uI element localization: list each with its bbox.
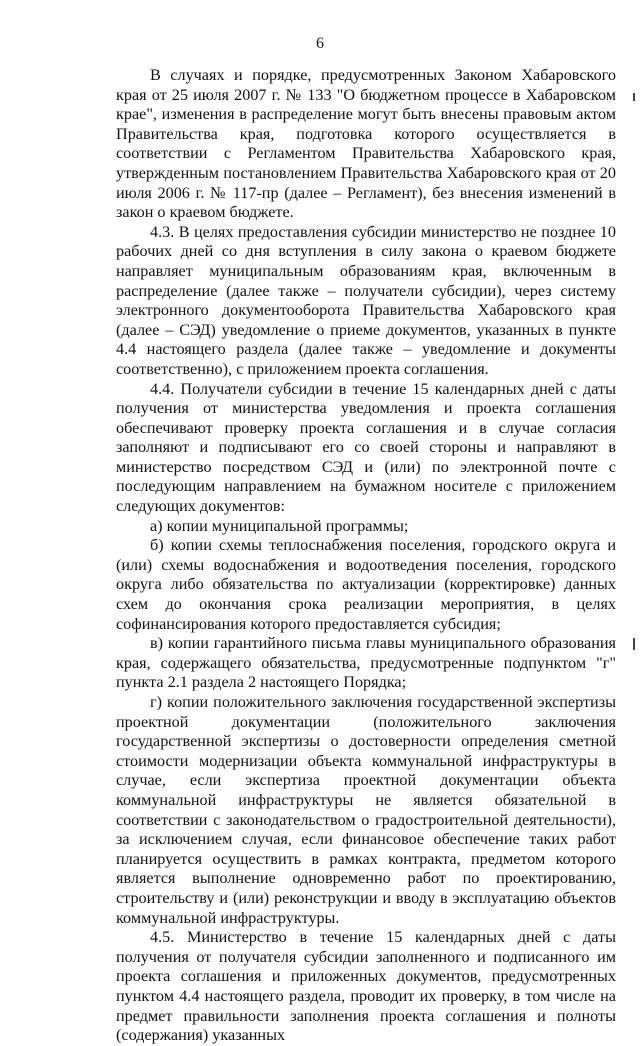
page-number: 6	[316, 35, 324, 52]
paragraph-4-3: 4.3. В целях предоставления субсидии министерство не позднее 10 рабочих дней со дня вступления в силу закона о краевом бюджете направляет муниципальным образованиям края, включенным в распределение (далее также – получатели субсидии), через систему электронного документооборота Правительства Хабаровского края (далее – СЭД) уведомление о приеме документов, указанных в пункте 4.4 настоящего раздела (далее также – уведомление и документы соответственно), с приложением проекта соглашения.	[116, 222, 616, 378]
list-item-v: в) копии гарантийного письма главы муниципального образования края, содержащего обязательства, предусмотренные подпунктом "г" пункта 2.1 раздела 2 настоящего Порядка;	[116, 634, 616, 692]
scan-mark	[633, 93, 635, 101]
scan-mark	[633, 638, 635, 650]
paragraph-4-5: 4.5. Министерство в течение 15 календарных дней с даты получения от получателя субсидии заполненного и подписанного им проекта соглашения и приложенных документов, предусмотренных пунктом 4.4 настоящего раздела, проводит их проверку, в том числе на предмет правильности заполнения проекта соглашения и полноты (содержания) указанных	[116, 928, 616, 1045]
document-body	[116, 66, 616, 1046]
paragraph-4-4: 4.4. Получатели субсидии в течение 15 календарных дней с даты получения от министерства уведомления и проекта соглашения обеспечивают проверку проекта соглашения и в случае согласия заполняют и подписывают его со своей стороны и направляют в министерство посредством СЭД и (или) по электронной почте с последующим направлением на бумажном носителе с приложением следующих документов:	[116, 379, 616, 516]
paragraph-budget-law-changes: В случаях и порядке, предусмотренных Законом Хабаровского края от 25 июля 2007 г. № 133 "О бюджетном процессе в Хабаровском крае", изменения в распределение могут быть внесены правовым актом Правительства края, подготовка которого осуществляется в соответствии с Регламентом Правительства Хабаровского края, утвержденным постановлением Правительства Хабаровского края от 20 июля 2006 г. № 117-пр (далее – Регламент), без внесения изменений в закон о краевом бюджете.	[116, 66, 616, 222]
list-item-a: а) копии муниципальной программы;	[150, 516, 409, 535]
list-item-g: г) копии положительного заключения государственной экспертизы проектной документации (положительного заключения государственной экспертизы о достоверности определения сметной стоимости модернизации объекта коммунальной инфраструктуры в случае, если экспертиза проектной документации объекта коммунальной инфраструктуры не является обязательной в соответствии с законодательством о градостроительной деятельности), за исключением случая, если финансовое обеспечение таких работ планируется осуществить в рамках контракта, предметом которого является выполнение одновременно работ по проектированию, строительству и (или) реконструкции и вводу в эксплуатацию объектов коммунальной инфраструктуры.	[116, 693, 616, 927]
list-item-b: б) копии схемы теплоснабжения поселения, городского округа и (или) схемы водоснабжения и водоотведения поселения, городского округа либо обязательства по актуализации (корректировке) данных схем до окончания срока реализации мероприятия, в целях софинансирования которого предоставляется субсидия;	[116, 536, 616, 633]
